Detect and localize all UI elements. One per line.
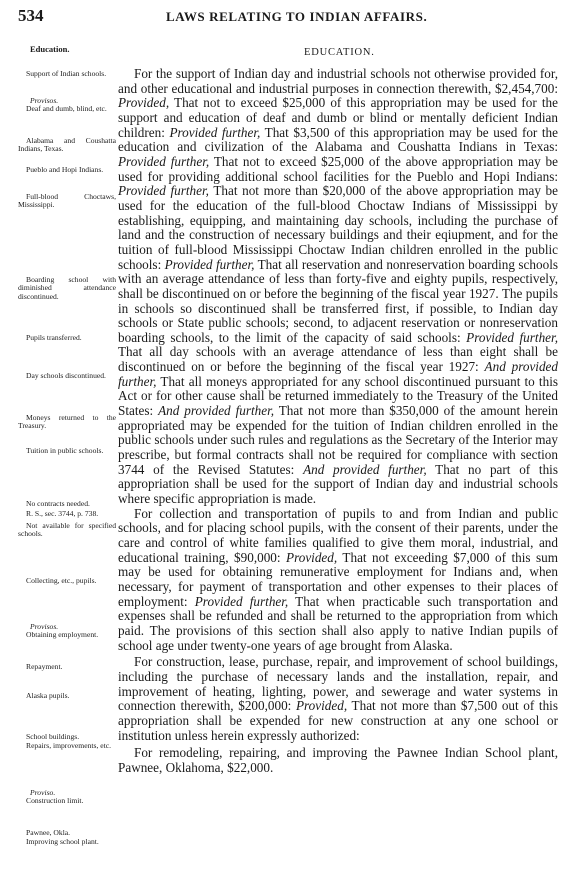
sidenote: No contracts needed.	[26, 499, 90, 508]
sidenote: Collecting, etc., pupils.	[26, 576, 97, 585]
paragraph-pawnee-school	[118, 746, 558, 775]
text-run: For collection and transportation of pupils to and from Indian and public schools, and for placing school pupils, with the consent of their parents, under the care and control of white families qualified to give them moral, industrial, and educational training, $90,000:	[118, 505, 558, 565]
section-title: EDUCATION.	[304, 47, 375, 58]
text-run: That not to exceed $25,000 of this appropriation may be used for the support and education of deaf and dumb or blind or mentally deficient Indian children:	[118, 95, 558, 140]
margin-heading: Education.	[30, 44, 70, 54]
proviso-phrase: And provided further,	[158, 403, 275, 419]
text-run: That $3,500 of this appropriation may be used for the education and civilization of the Alabama and Coushatta Indians in Texas:	[118, 124, 558, 155]
proviso-phrase: Provided,	[286, 549, 338, 565]
text-run: That not more than $20,000 of the above appropriation may be used for the education of the full-blood Choctaw Indians of Mississippi by establishing, equipping, and maintaining day schools, including the purchase of land and the construction of necessary buildings and their eqiupment, and for the tuition of full-blood Mississippi Choctaw Indian children enrolled in the public schools:	[118, 183, 558, 272]
text-run: That not more than $7,500 out of this appropriation shall be expended for new construction at any one school or institution unless herein expressly authorized:	[118, 698, 558, 743]
paragraph-collecting-pupils	[118, 507, 558, 654]
proviso-phrase: Provided further,	[118, 153, 210, 169]
text-run: For remodeling, repairing, and improving the Pawnee Indian School plant, Pawnee, Oklahoma, $22,000.	[118, 745, 558, 775]
sidenote: Pupils transferred.	[26, 333, 82, 342]
proviso-phrase: Provided further,	[118, 183, 209, 199]
sidenote: Provisos. Obtaining employment.	[26, 622, 99, 640]
proviso-phrase: Provided,	[295, 698, 348, 714]
proviso-phrase: And provided further,	[118, 359, 559, 389]
sidenote: Repairs, improvements, etc.	[26, 741, 111, 750]
sidenote: Tuition in public schools.	[26, 446, 104, 455]
sidenotes-column	[0, 0, 118, 875]
text-run: That not more than $350,000 of the amount herein appropriated may be expended for the tuition of Indian children enrolled in the public schools under such rules and regulations as the Secretary of the Interior may prescribe, but formal contracts shall not be required for compliance with section 3744 of the Revised Statutes:	[118, 403, 558, 477]
text-run: That not exceeding $7,000 of this sum may be used for obtaining remunerative employment for Indians and, when necessary, for payment of transportation and other expenses to their places of employment:	[118, 549, 558, 609]
sidenote: Improving school plant.	[26, 837, 99, 846]
sidenote: Repayment.	[26, 662, 63, 671]
text-run: That all moneys appropriated for any school discontinued pursuant to this Act or for other cause shall be returned immediately to the Treasury of the United States:	[118, 373, 558, 419]
proviso-phrase: Provided further,	[466, 329, 558, 345]
sidenote: Provisos. Deaf and dumb, blind, etc.	[26, 96, 107, 114]
proviso-phrase: Provided further,	[164, 256, 255, 272]
sidenote: Proviso. Construction limit.	[26, 788, 84, 806]
sidenote: Day schools discontinued.	[26, 371, 106, 380]
text-run: That all reservation and nonreservation boarding schools with an average attendance of less than forty-five and eighty pupils, respectively, shall be discontinued on or before the beginning of the fiscal year 1927. The pupils in schools so discontinued shall be transferred first, if possible, to Indian day schools or State public schools; second, to adjacent reservation or nonreservation boarding schools, to the limit of the capacity of said schools:	[118, 256, 558, 345]
proviso-phrase: Provided further,	[169, 124, 261, 140]
sidenote: Moneys returned to the Treasury.	[18, 413, 116, 431]
text-run: For construction, lease, purchase, repair, and improvement of school buildings, including the purchase of necessary lands and the installation, repair, and improvement of heating, lighting, power, and sewerage and water systems in connection therewith, $200,000:	[118, 654, 558, 714]
proviso-phrase: Provided,	[118, 95, 170, 111]
text-run: That no part of this appropriation shall be used for the support of Indian day and industrial schools where specific appropriation is made.	[118, 461, 558, 507]
sidenote: Pueblo and Hopi Indians.	[26, 165, 104, 174]
sidenote: Full-blood Choctaws, Mississippi.	[18, 192, 116, 210]
body-text	[118, 67, 558, 776]
text-run: That all day schools with an average attendance of less than eight shall be discontinued on or before the beginning of the fiscal year 1927:	[118, 344, 558, 375]
proviso-phrase: Provided further,	[194, 593, 289, 609]
running-head: LAWS RELATING TO INDIAN AFFAIRS.	[166, 9, 428, 24]
page-number: 534	[18, 6, 44, 25]
sidenote: School buildings.	[26, 732, 80, 741]
sidenote: R. S., sec. 3744, p. 738.	[26, 509, 99, 518]
text-run: That not to exceed $25,000 of the above appropriation may be used for providing additional school facilities for the Pueblo and Hopi Indians:	[118, 153, 558, 184]
sidenote: Support of Indian schools.	[26, 69, 107, 78]
sidenote: Alaska pupils.	[26, 691, 70, 700]
text-run: For the support of Indian day and industrial schools not otherwise provided for, and other educational and industrial purposes in connection therewith, $2,454,700:	[118, 66, 558, 96]
paragraph-support-of-schools	[118, 67, 558, 507]
sidenote: Alabama and Coushatta Indians, Texas.	[18, 136, 116, 154]
sidenote: Pawnee, Okla.	[26, 828, 71, 837]
sidenote: Boarding school with diminished attendance discontinued.	[18, 275, 116, 301]
text-run: That when practicable such transportation and expenses shall be refunded and shall be returned to the appropriation from which paid. The provisions of this section shall also apply to native Indian pupils of school age under twenty-one years of age brought from Alaska.	[118, 593, 558, 653]
proviso-phrase: And provided further,	[303, 461, 427, 477]
paragraph-school-buildings	[118, 655, 558, 743]
sidenote: Not available for specified schools.	[18, 521, 116, 539]
